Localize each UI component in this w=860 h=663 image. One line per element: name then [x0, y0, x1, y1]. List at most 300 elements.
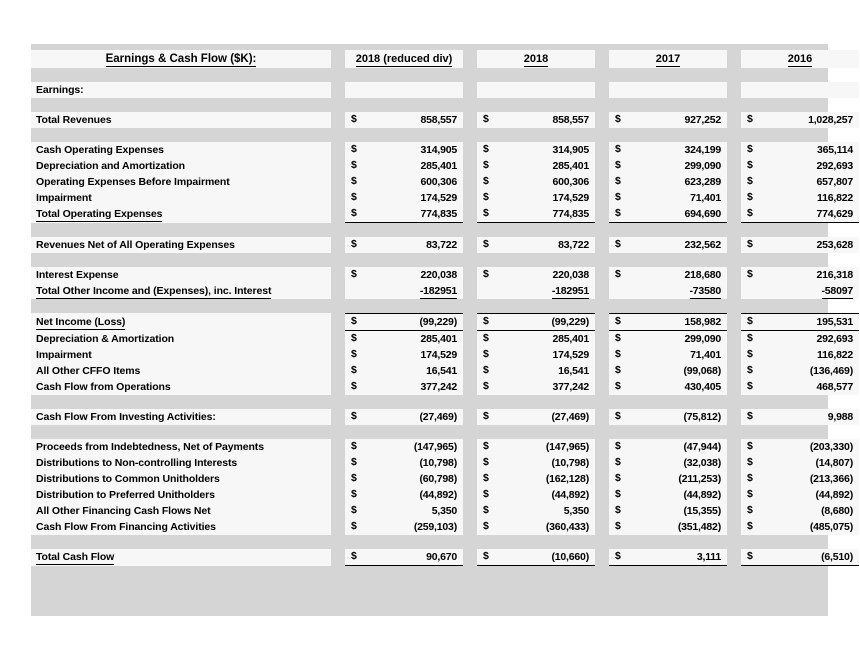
cell-distribution-to-preferred-unitholders-1 — [345, 487, 463, 503]
spacer-cell — [741, 223, 859, 237]
cell-value: 774,835 — [552, 207, 589, 220]
row-label-text: Cash Operating Expenses — [36, 143, 164, 156]
cell-interest-expense-1 — [345, 267, 463, 283]
currency-symbol: $ — [615, 456, 621, 468]
currency-symbol: $ — [615, 191, 621, 203]
table-row — [31, 158, 860, 174]
column-header-2016 — [741, 50, 859, 68]
table-title — [31, 50, 331, 68]
row-label-total-revenues — [31, 112, 331, 128]
table-title-text: Earnings & Cash Flow ($K): — [105, 52, 257, 65]
currency-symbol: $ — [483, 113, 489, 125]
row-label-text: Depreciation & Amortization — [36, 332, 175, 345]
cell-proceeds-from-indebtedness-net-of-payments-1 — [345, 439, 463, 455]
cell-value: (27,469) — [419, 410, 457, 423]
row-label-text: Earnings: — [36, 83, 84, 96]
spacer-cell — [595, 253, 609, 267]
spacer-row — [31, 425, 860, 439]
currency-symbol: $ — [483, 364, 489, 376]
spacer-cell — [595, 425, 609, 439]
spacer-cell — [345, 425, 463, 439]
cell-value: (351,482) — [677, 520, 721, 533]
column-gap — [463, 283, 477, 299]
cell-cash-flow-from-operations-4 — [741, 379, 859, 395]
cell-depreciation-and-amortization-3 — [609, 158, 727, 174]
spacer-row — [31, 98, 860, 112]
spacer-cell — [477, 535, 595, 549]
spacer-row — [31, 299, 860, 313]
column-gap — [595, 82, 609, 98]
cell-all-other-cffo-items-2 — [477, 363, 595, 379]
row-label-cash-flow-from-investing-activities — [31, 409, 331, 425]
column-gap — [727, 439, 741, 455]
spacer-cell — [31, 395, 331, 409]
table-row — [31, 503, 860, 519]
column-header-2017 — [609, 50, 727, 68]
column-gap — [595, 503, 609, 519]
row-label-impairment — [31, 190, 331, 206]
cell-all-other-financing-cash-flows-net-2 — [477, 503, 595, 519]
cell-cash-operating-expenses-3 — [609, 142, 727, 158]
cell-value: (47,944) — [683, 440, 721, 453]
spacer-row — [31, 223, 860, 237]
column-gap — [595, 471, 609, 487]
cell-value: 285,401 — [552, 332, 589, 345]
cell-value: (99,068) — [683, 364, 721, 377]
cell-value: (44,892) — [419, 488, 457, 501]
cell-depreciation-and-amortization-4 — [741, 158, 859, 174]
cell-value: (162,128) — [545, 472, 589, 485]
currency-symbol: $ — [615, 332, 621, 344]
column-gap — [727, 363, 741, 379]
cell-impairment-3 — [609, 190, 727, 206]
column-gap — [331, 363, 345, 379]
cell-value: 468,577 — [816, 380, 853, 393]
column-gap — [727, 519, 741, 535]
spacer-cell — [727, 223, 741, 237]
currency-symbol: $ — [351, 175, 357, 187]
spacer-cell — [595, 128, 609, 142]
spacer-cell — [345, 223, 463, 237]
spacer-row — [31, 535, 860, 549]
column-gap — [595, 142, 609, 158]
spacer-cell — [727, 98, 741, 112]
currency-symbol: $ — [483, 520, 489, 532]
currency-symbol: $ — [351, 143, 357, 155]
column-gap — [595, 313, 609, 331]
currency-symbol: $ — [747, 520, 753, 532]
spacer-cell — [595, 223, 609, 237]
table-header-row — [31, 50, 860, 68]
currency-symbol: $ — [747, 456, 753, 468]
spacer-cell — [609, 223, 727, 237]
row-label-net-income-loss — [31, 313, 331, 331]
cell-distributions-to-non-controlling-interests-2 — [477, 455, 595, 471]
cell-operating-expenses-before-impairment-3 — [609, 174, 727, 190]
row-label-all-other-financing-cash-flows-net — [31, 503, 331, 519]
cell-distributions-to-common-unitholders-4 — [741, 471, 859, 487]
column-gap — [331, 158, 345, 174]
cell-interest-expense-4 — [741, 267, 859, 283]
column-gap — [331, 283, 345, 299]
table-body — [31, 50, 860, 566]
cell-all-other-cffo-items-4 — [741, 363, 859, 379]
column-gap — [463, 439, 477, 455]
cell-value: 16,541 — [426, 364, 457, 377]
spacer-cell — [477, 395, 595, 409]
column-gap — [595, 439, 609, 455]
table-row — [31, 409, 860, 425]
cell-value: (213,366) — [809, 472, 853, 485]
spacer-cell — [727, 535, 741, 549]
column-gap — [331, 549, 345, 566]
column-gap — [595, 519, 609, 535]
row-label-interest-expense — [31, 267, 331, 283]
spacer-cell — [331, 395, 345, 409]
spacer-cell — [609, 98, 727, 112]
table-row — [31, 519, 860, 535]
cell-all-other-financing-cash-flows-net-1 — [345, 503, 463, 519]
column-gap — [727, 471, 741, 487]
cell-impairment-1 — [345, 347, 463, 363]
earnings-cash-flow-table — [31, 50, 860, 566]
row-label-operating-expenses-before-impairment — [31, 174, 331, 190]
spacer-cell — [595, 68, 609, 82]
cell-value: 232,562 — [684, 238, 721, 251]
currency-symbol: $ — [615, 504, 621, 516]
cell-cash-flow-from-operations-2 — [477, 379, 595, 395]
table-row — [31, 471, 860, 487]
spacer-cell — [31, 253, 331, 267]
column-gap — [727, 313, 741, 331]
cell-depreciation-and-amortization-2 — [477, 158, 595, 174]
column-gap — [595, 331, 609, 347]
cell-value: (485,075) — [809, 520, 853, 533]
currency-symbol: $ — [351, 504, 357, 516]
spacer-cell — [31, 68, 331, 82]
cell-all-other-financing-cash-flows-net-3 — [609, 503, 727, 519]
spacer-cell — [31, 98, 331, 112]
currency-symbol: $ — [483, 410, 489, 422]
column-gap — [727, 174, 741, 190]
cell-value: 174,529 — [552, 191, 589, 204]
currency-symbol: $ — [483, 504, 489, 516]
column-gap — [463, 50, 477, 68]
column-gap — [595, 455, 609, 471]
cell-depreciation-amortization-2 — [477, 331, 595, 347]
cell-value: (99,229) — [419, 315, 457, 328]
column-gap — [331, 50, 345, 68]
column-gap — [595, 267, 609, 283]
spacer-cell — [727, 253, 741, 267]
row-label-text: Impairment — [36, 348, 92, 361]
column-gap — [595, 549, 609, 566]
cell-total-cash-flow-3 — [609, 549, 727, 566]
column-gap — [463, 549, 477, 566]
column-gap — [727, 379, 741, 395]
column-gap — [595, 347, 609, 363]
currency-symbol: $ — [483, 143, 489, 155]
row-label-distributions-to-common-unitholders — [31, 471, 331, 487]
spacer-cell — [477, 299, 595, 313]
row-label-proceeds-from-indebtedness-net-of-payments — [31, 439, 331, 455]
cell-value: 377,242 — [420, 380, 457, 393]
column-gap — [727, 142, 741, 158]
currency-symbol: $ — [483, 348, 489, 360]
row-label-cash-operating-expenses — [31, 142, 331, 158]
cell-value: (44,892) — [551, 488, 589, 501]
cell-total-cash-flow-1 — [345, 549, 463, 566]
spacer-cell — [477, 223, 595, 237]
column-gap — [331, 174, 345, 190]
currency-symbol: $ — [747, 143, 753, 155]
currency-symbol: $ — [483, 159, 489, 171]
spacer-cell — [31, 425, 331, 439]
cell-value: (15,355) — [683, 504, 721, 517]
spacer-cell — [609, 425, 727, 439]
spacer-cell — [595, 98, 609, 112]
spacer-row — [31, 253, 860, 267]
cell-total-revenues-3 — [609, 112, 727, 128]
column-gap — [595, 409, 609, 425]
cell-cash-flow-from-financing-activities-1 — [345, 519, 463, 535]
column-gap — [463, 267, 477, 283]
cell-distributions-to-non-controlling-interests-3 — [609, 455, 727, 471]
cell-total-revenues-4 — [741, 112, 859, 128]
table-row — [31, 363, 860, 379]
spacer-row — [31, 68, 860, 82]
cell-revenues-net-of-all-operating-expenses-4 — [741, 237, 859, 253]
cell-impairment-1 — [345, 190, 463, 206]
cell-value: -182951 — [419, 284, 457, 297]
column-gap — [727, 331, 741, 347]
cell-value: 216,318 — [816, 268, 853, 281]
row-label-text: Proceeds from Indebtedness, Net of Payments — [36, 440, 264, 453]
cell-earnings-3 — [609, 82, 727, 98]
cell-value: 90,670 — [426, 550, 457, 563]
cell-value: -73580 — [689, 284, 721, 297]
column-gap — [463, 174, 477, 190]
row-label-all-other-cffo-items — [31, 363, 331, 379]
cell-value: 195,531 — [816, 315, 853, 328]
currency-symbol: $ — [615, 238, 621, 250]
spacer-cell — [727, 395, 741, 409]
currency-symbol: $ — [351, 332, 357, 344]
cell-cash-flow-from-financing-activities-3 — [609, 519, 727, 535]
column-gap — [331, 112, 345, 128]
cell-value: 430,405 — [684, 380, 721, 393]
currency-symbol: $ — [747, 348, 753, 360]
currency-symbol: $ — [747, 315, 753, 327]
cell-revenues-net-of-all-operating-expenses-3 — [609, 237, 727, 253]
spacer-cell — [609, 68, 727, 82]
row-label-text: Depreciation and Amortization — [36, 159, 185, 172]
row-label-text: Total Revenues — [36, 113, 112, 126]
table-row — [31, 549, 860, 566]
cell-value: (147,965) — [413, 440, 457, 453]
currency-symbol: $ — [615, 268, 621, 280]
column-gap — [463, 331, 477, 347]
cell-value: 116,822 — [817, 191, 853, 204]
row-label-text: All Other Financing Cash Flows Net — [36, 504, 211, 517]
cell-interest-expense-2 — [477, 267, 595, 283]
cell-total-cash-flow-4 — [741, 549, 859, 566]
row-label-text: Distributions to Common Unitholders — [36, 472, 220, 485]
spacer-cell — [595, 535, 609, 549]
currency-symbol: $ — [747, 159, 753, 171]
currency-symbol: $ — [615, 175, 621, 187]
row-label-text: Net Income (Loss) — [36, 315, 126, 328]
cell-value: 858,557 — [552, 113, 589, 126]
row-label-depreciation-amortization — [31, 331, 331, 347]
column-gap — [727, 455, 741, 471]
currency-symbol: $ — [747, 472, 753, 484]
table-row — [31, 455, 860, 471]
cell-proceeds-from-indebtedness-net-of-payments-3 — [609, 439, 727, 455]
currency-symbol: $ — [351, 488, 357, 500]
cell-earnings-1 — [345, 82, 463, 98]
column-gap — [331, 455, 345, 471]
cell-value: (203,330) — [809, 440, 853, 453]
cell-value: 377,242 — [552, 380, 589, 393]
spacer-cell — [331, 68, 345, 82]
cell-value: (27,469) — [551, 410, 589, 423]
currency-symbol: $ — [615, 113, 621, 125]
column-gap — [463, 487, 477, 503]
row-label-total-operating-expenses — [31, 206, 331, 223]
row-label-text: All Other CFFO Items — [36, 364, 141, 377]
spacer-cell — [477, 98, 595, 112]
currency-symbol: $ — [747, 207, 753, 219]
row-label-text: Interest Expense — [36, 268, 119, 281]
currency-symbol: $ — [615, 207, 621, 219]
spacer-cell — [463, 535, 477, 549]
spacer-cell — [741, 98, 859, 112]
spacer-cell — [741, 253, 859, 267]
cell-all-other-cffo-items-1 — [345, 363, 463, 379]
spacer-cell — [345, 128, 463, 142]
cell-distributions-to-common-unitholders-2 — [477, 471, 595, 487]
column-gap — [331, 331, 345, 347]
currency-symbol: $ — [483, 332, 489, 344]
currency-symbol: $ — [615, 348, 621, 360]
spacer-cell — [331, 253, 345, 267]
spacer-cell — [727, 425, 741, 439]
column-gap — [331, 237, 345, 253]
table-row — [31, 267, 860, 283]
cell-distribution-to-preferred-unitholders-4 — [741, 487, 859, 503]
column-header-label: 2016 — [787, 52, 813, 65]
cell-impairment-4 — [741, 347, 859, 363]
spacer-cell — [31, 128, 331, 142]
currency-symbol: $ — [351, 380, 357, 392]
spacer-cell — [595, 395, 609, 409]
cell-value: 3,111 — [696, 550, 721, 563]
cell-value: 174,529 — [552, 348, 589, 361]
spacer-row — [31, 395, 860, 409]
spacer-cell — [345, 299, 463, 313]
spacer-row — [31, 128, 860, 142]
currency-symbol: $ — [351, 348, 357, 360]
cell-value: 16,541 — [558, 364, 589, 377]
column-gap — [595, 50, 609, 68]
spacer-cell — [741, 128, 859, 142]
cell-total-operating-expenses-4 — [741, 206, 859, 223]
spacer-cell — [331, 535, 345, 549]
spacer-cell — [463, 98, 477, 112]
cell-value: 5,350 — [431, 504, 457, 517]
spacer-cell — [609, 128, 727, 142]
row-label-text: Distribution to Preferred Unitholders — [36, 488, 215, 501]
cell-value: 365,114 — [817, 143, 853, 156]
row-label-text: Total Operating Expenses — [36, 208, 163, 220]
spacer-cell — [463, 223, 477, 237]
column-gap — [331, 267, 345, 283]
financial-statement-panel — [31, 44, 853, 616]
column-gap — [595, 174, 609, 190]
cell-value: 623,289 — [684, 175, 721, 188]
table-row — [31, 112, 860, 128]
cell-impairment-4 — [741, 190, 859, 206]
currency-symbol: $ — [615, 380, 621, 392]
column-gap — [463, 206, 477, 223]
cell-value: 657,807 — [816, 175, 853, 188]
row-label-text: Operating Expenses Before Impairment — [36, 175, 230, 188]
spacer-cell — [477, 253, 595, 267]
column-gap — [331, 347, 345, 363]
spacer-cell — [463, 253, 477, 267]
currency-symbol: $ — [351, 472, 357, 484]
currency-symbol: $ — [615, 364, 621, 376]
cell-value: (8,680) — [821, 504, 853, 517]
table-row — [31, 174, 860, 190]
spacer-cell — [31, 299, 331, 313]
spacer-cell — [609, 535, 727, 549]
column-gap — [595, 379, 609, 395]
cell-value: 774,629 — [816, 207, 853, 220]
column-gap — [595, 283, 609, 299]
spacer-cell — [741, 395, 859, 409]
spacer-cell — [331, 223, 345, 237]
column-gap — [727, 267, 741, 283]
column-gap — [463, 503, 477, 519]
cell-proceeds-from-indebtedness-net-of-payments-2 — [477, 439, 595, 455]
table-row — [31, 347, 860, 363]
column-gap — [727, 283, 741, 299]
cell-value: (10,798) — [551, 456, 589, 469]
cell-value: 220,038 — [552, 268, 589, 281]
spacer-cell — [477, 425, 595, 439]
cell-value: 774,835 — [420, 207, 457, 220]
currency-symbol: $ — [615, 159, 621, 171]
column-gap — [727, 347, 741, 363]
cell-value: 285,401 — [420, 332, 457, 345]
cell-value: 253,628 — [816, 238, 853, 251]
spacer-cell — [345, 98, 463, 112]
currency-symbol: $ — [351, 410, 357, 422]
row-label-text: Revenues Net of All Operating Expenses — [36, 238, 235, 251]
currency-symbol: $ — [483, 380, 489, 392]
currency-symbol: $ — [483, 488, 489, 500]
cell-cash-operating-expenses-1 — [345, 142, 463, 158]
column-header-label: 2017 — [655, 52, 681, 65]
column-gap — [463, 112, 477, 128]
cell-value: 174,529 — [420, 191, 457, 204]
cell-impairment-3 — [609, 347, 727, 363]
cell-operating-expenses-before-impairment-1 — [345, 174, 463, 190]
currency-symbol: $ — [351, 113, 357, 125]
cell-value: 927,252 — [684, 113, 721, 126]
